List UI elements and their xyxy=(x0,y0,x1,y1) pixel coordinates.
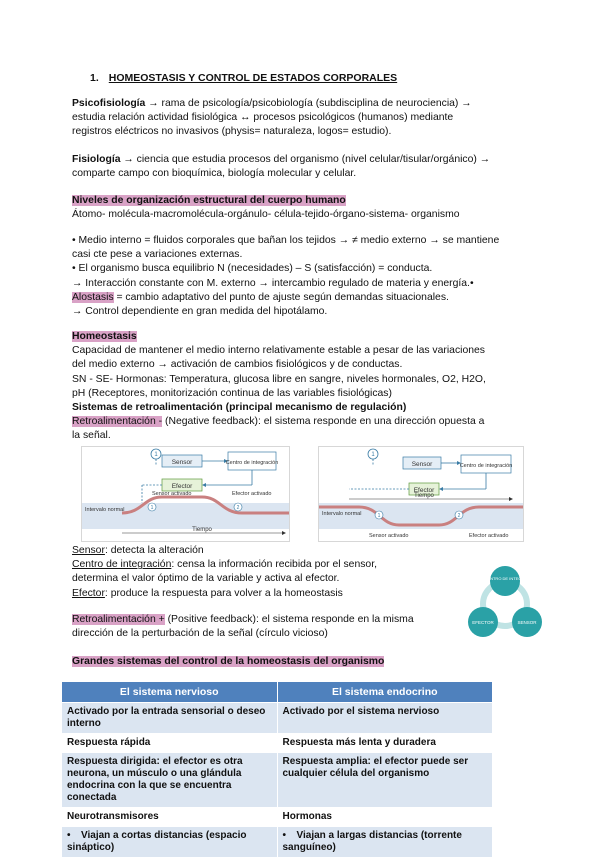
table-cell: Activado por la entrada sensorial o deseo interno xyxy=(62,703,278,734)
centro-def-line-2: determina el valor óptimo de la variable y activa al efector. xyxy=(72,573,340,585)
medio-line-3: • El organismo busca equilibrio N (necesidades) – S (satisfacción) = conducta. xyxy=(72,263,433,275)
alostasis-text: = cambio adaptativo del punto de ajuste según demandas situacionales. xyxy=(113,291,449,303)
negative-feedback-diagram-right xyxy=(318,446,524,542)
table-cell-text: Viajan a cortas distancias (espacio sináptico) xyxy=(67,830,247,853)
cycle-right-label: SENSOR xyxy=(517,620,537,625)
centro-def-line-1: : censa la información recibida por el sensor, xyxy=(171,559,377,571)
title-number: 1. xyxy=(90,72,99,84)
medio-line-2: casi cte pese a variaciones externas. xyxy=(72,249,243,261)
medio-line-4: → Interacción constante con M. externo → intercambio regulado de materia y energía.• xyxy=(72,277,474,289)
psicofisiologia-line-2: estudia relación actividad fisiológica ↔ procesos psicológicos (humanos) mediante xyxy=(72,112,454,124)
retro-positiva-term: Retroalimentación + xyxy=(72,614,165,625)
alostasis-term: Alostasis xyxy=(72,291,114,303)
cycle-node-top xyxy=(490,566,520,596)
homeostasis-line-3: SN - SE- Hormonas: Temperatura, glucosa libre en sangre, niveles hormonales, O2, H2O, xyxy=(72,373,486,385)
table-cell-bulleted xyxy=(62,827,278,858)
retro-negativa-line-1: (Negative feedback): el sistema responde en una dirección opuesta a xyxy=(162,416,485,428)
table-cell: Activado por el sistema nervioso xyxy=(277,703,493,734)
stage-1-label: 1 xyxy=(150,505,154,511)
fisiologia-line-2: comparte campo con bioquímica, biología molecular y celular. xyxy=(72,168,357,180)
time-axis-arrowhead xyxy=(509,497,513,501)
table-row xyxy=(62,734,493,753)
table-row xyxy=(62,808,493,827)
tiempo-label: Tiempo xyxy=(414,493,434,499)
title-text: HOMEOSTASIS Y CONTROL DE ESTADOS CORPORALES xyxy=(108,72,398,84)
stage-1-label: 1 xyxy=(377,513,381,519)
table-cell: Respuesta rápida xyxy=(62,734,278,753)
table-row xyxy=(62,703,493,734)
fisiologia-paragraph xyxy=(72,153,532,181)
header-sistema-endocrino: El sistema endocrino xyxy=(277,682,493,703)
medio-interno-section xyxy=(72,234,532,319)
tiempo-label: Tiempo xyxy=(192,527,212,533)
retro-negativa-term: Retroalimentación - xyxy=(72,416,163,428)
negative-feedback-diagram-left xyxy=(81,446,290,542)
fisiologia-term: Fisiología xyxy=(72,154,121,165)
centro-label: Centro de integración xyxy=(225,460,279,466)
psicofisiologia-line-3: registros eléctricos no invasivos (physis= naturaleza, logos= estudio). xyxy=(72,126,392,138)
table-cell-bulleted xyxy=(277,827,493,858)
efector-label: Efector xyxy=(413,487,435,494)
homeostasis-line-4: pH (Receptores, monitorización continua de las variables fisiológicas) xyxy=(72,387,392,399)
cycle-top-label: CENTRO DE INTEGR. xyxy=(484,576,526,581)
homeostasis-line-2: del medio externo → activación de cambios fisiológicos y de conductas. xyxy=(72,359,403,371)
time-axis-arrowhead xyxy=(282,531,286,535)
table-row xyxy=(62,753,493,808)
niveles-text: Átomo- molécula-macromolécula-orgánulo- célula-tejido-órgano-sistema- organismo xyxy=(72,209,460,221)
sensor-label: Sensor xyxy=(411,461,433,468)
table-cell-text: Viajan a largas distancias (torrente sanguíneo) xyxy=(282,830,462,853)
centro-to-efector-arrowhead xyxy=(439,487,443,491)
stage-2-label: 2 xyxy=(457,513,461,519)
sistemas-heading: Sistemas de retroalimentación (principal mecanismo de regulación) xyxy=(72,402,407,414)
efector-activado-label: Efector activado xyxy=(469,533,509,539)
homeostasis-line-1: Capacidad de mantener el medio interno relativamente estable a pesar de las variaciones xyxy=(72,345,485,357)
stimulus-1-label: 1 xyxy=(371,452,375,458)
stage-2-label: 2 xyxy=(236,505,240,511)
efector-def-term: Efector xyxy=(72,587,105,599)
intervalo-normal-label: Intervalo normal xyxy=(322,511,362,517)
sensor-label: Sensor xyxy=(171,459,193,466)
comparison-table xyxy=(61,681,493,858)
table-row xyxy=(62,827,493,858)
intervalo-normal-label: Intervalo normal xyxy=(85,507,125,513)
niveles-section xyxy=(72,194,532,222)
retro-positiva-line-1: (Positive feedback): el sistema responde en la misma xyxy=(164,614,414,625)
psicofisiologia-term: Psicofisiología xyxy=(72,98,146,109)
homeostasis-heading: Homeostasis xyxy=(72,331,137,342)
sensor-activado-label: Sensor activado xyxy=(152,491,192,497)
page-title xyxy=(90,72,397,84)
hipotalamo-line: → Control dependiente en gran medida del hipotálamo. xyxy=(72,306,328,318)
table-cell: Respuesta dirigida: el efector es otra neurona, un músculo o una glándula endocrina con la que se encuentra conectada xyxy=(62,753,278,808)
grandes-sistemas-heading: Grandes sistemas del control de la homeostasis del organismo xyxy=(72,656,385,667)
positive-feedback-section xyxy=(72,613,462,641)
sensor-def-text: : detecta la alteración xyxy=(104,545,204,556)
sensor-activado-label: Sensor activado xyxy=(369,533,409,539)
fisiologia-line-1: → ciencia que estudia procesos del organismo (nivel celular/tisular/orgánico) → xyxy=(120,154,491,165)
table-header-row xyxy=(62,682,493,703)
medio-line-1: • Medio interno = fluidos corporales que bañan los tejidos → ≠ medio externo → se mantiene xyxy=(72,235,500,246)
stimulus-1-label: 1 xyxy=(154,452,158,458)
feedback-cycle-diagram xyxy=(458,560,552,648)
bullet-icon: • xyxy=(67,830,71,841)
niveles-heading: Niveles de organización estructural del cuerpo humano xyxy=(72,195,346,206)
definitions-section xyxy=(72,544,452,601)
table-cell: Hormonas xyxy=(277,808,493,827)
sensor-def-term: Sensor xyxy=(72,545,105,556)
centro-def-term: Centro de integración xyxy=(72,559,172,571)
homeostasis-section xyxy=(72,330,532,444)
retro-negativa-line-2: la señal. xyxy=(72,430,111,442)
header-sistema-nervioso: El sistema nervioso xyxy=(62,682,278,703)
psicofisiologia-paragraph xyxy=(72,97,532,140)
table-cell: Respuesta amplia: el efector puede ser cualquier célula del organismo xyxy=(277,753,493,808)
retro-positiva-line-2: dirección de la perturbación de la señal (círculo vicioso) xyxy=(72,628,328,640)
bullet-icon: • xyxy=(282,830,287,841)
efector-activado-label: Efector activado xyxy=(232,491,272,497)
centro-label: Centro de integración xyxy=(459,463,513,469)
grandes-sistemas-section xyxy=(72,655,384,669)
psicofisiologia-line-1: → rama de psicología/psicobiología (subdisciplina de neurociencia) → xyxy=(145,98,472,109)
centro-to-efector-arrowhead xyxy=(202,483,206,487)
efector-def-text: : produce la respuesta para volver a la homeostasis xyxy=(104,587,343,599)
efector-label: Efector xyxy=(171,483,193,490)
table-cell: Respuesta más lenta y duradera xyxy=(277,734,493,753)
table-cell: Neurotransmisores xyxy=(62,808,278,827)
cycle-left-label: EFECTOR xyxy=(472,620,494,625)
